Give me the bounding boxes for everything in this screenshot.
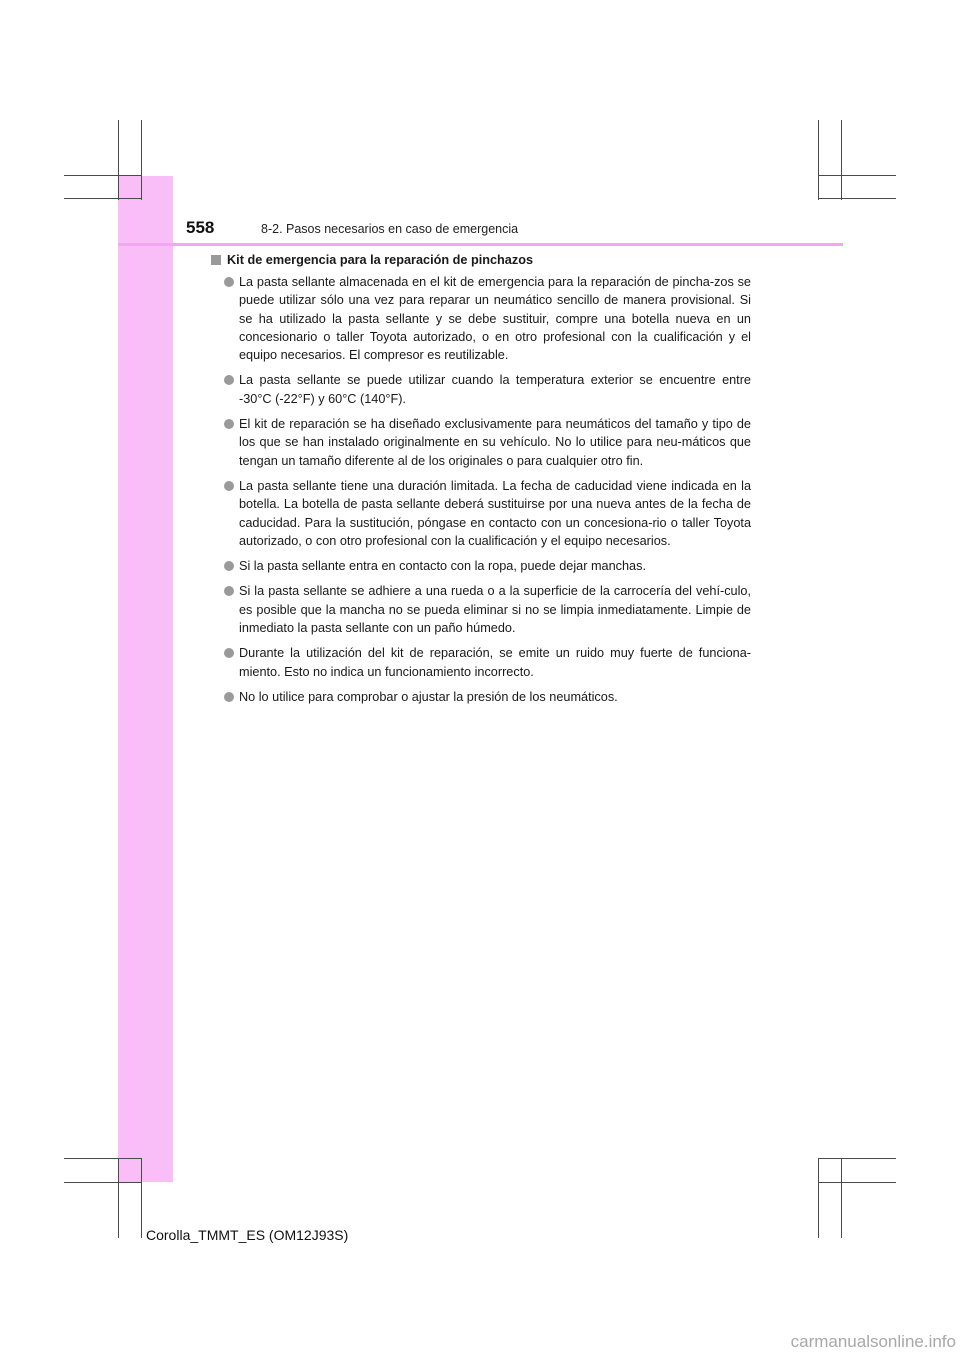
list-item-text: Durante la utilización del kit de reparación, se emite un ruido muy fuerte de funciona-miento. Esto no indica un funcionamiento incorrecto. [239,646,751,679]
round-bullet-icon [224,375,234,385]
page-number: 558 [186,218,215,237]
round-bullet-icon [224,419,234,429]
watermark: carmanualsonline.info [790,1332,956,1351]
list-item-text: Si la pasta sellante entra en contacto con la ropa, puede dejar manchas. [239,559,646,574]
crop-mark [818,1158,896,1159]
list-item [211,557,751,575]
round-bullet-icon [224,561,234,571]
square-bullet-icon [211,255,221,265]
crop-mark [818,175,896,176]
crop-mark [841,1158,842,1238]
subsection-heading [211,253,751,267]
content-area [211,253,751,713]
list-item [211,371,751,408]
manual-footer: Corolla_TMMT_ES (OM12J93S) [146,1227,349,1243]
round-bullet-icon [224,586,234,596]
round-bullet-icon [224,481,234,491]
crop-mark [64,1158,142,1159]
list-item [211,688,751,706]
header-divider [118,243,843,246]
list-item [211,273,751,364]
crop-mark [818,120,819,200]
round-bullet-icon [224,277,234,287]
crop-mark [64,175,142,176]
list-item [211,477,751,550]
crop-mark [141,1158,142,1238]
subsection-heading-text: Kit de emergencia para la reparación de pinchazos [227,253,534,267]
list-item-text: La pasta sellante almacenada en el kit de emergencia para la reparación de pincha-zos se puede utilizar sólo una vez para reparar un neumático sencillo de manera provisional. Si se ha utilizado la pasta sellante y se debe sustituir, compre una botella nueva en un concesionario o taller Toyota autorizado, o en otro profesional con la cualificación y el equipo necesarios. El compresor es reutilizable. [239,275,751,363]
list-item-text: La pasta sellante tiene una duración limitada. La fecha de caducidad viene indicada en la botella. La botella de pasta sellante deberá sustituirse por una nueva antes de la fecha de caducidad. Para la sustitución, póngase en contacto con un concesiona-rio o taller Toyota autorizado, o con otro profesional con la cualificación y el equipo necesarios. [239,478,751,548]
crop-mark [841,120,842,200]
list-item [211,415,751,470]
list-item [211,582,751,637]
crop-mark [818,1182,896,1183]
crop-mark [818,198,896,199]
list-item-text: Si la pasta sellante se adhiere a una rueda o a la superficie de la carrocería del vehí-culo, es posible que la mancha no se pueda eliminar si no se limpia inmediatamente. Limpie de inmediato la pasta sellante con un paño húmedo. [239,584,751,636]
list-item-text: La pasta sellante se puede utilizar cuando la temperatura exterior se encuentre entre -30°C (-22°F) y 60°C (140°F). [239,373,751,406]
list-item [211,644,751,681]
side-tab-band [118,176,173,1182]
crop-mark [64,198,142,199]
list-item-text: No lo utilice para comprobar o ajustar la presión de los neumáticos. [239,689,618,704]
crop-mark [818,1158,819,1238]
crop-mark [118,1158,119,1238]
list-item-text: El kit de reparación se ha diseñado exclusivamente para neumáticos del tamaño y tipo de los que se han instalado originalmente en su vehículo. No lo utilice para neu-máticos que tengan un tamaño diferente al de los originales o para cualquier otro fin. [239,417,751,468]
crop-mark [141,120,142,200]
crop-mark [64,1182,142,1183]
crop-mark [118,120,119,200]
section-title: 8-2. Pasos necesarios en caso de emergencia [261,222,519,236]
round-bullet-icon [224,648,234,658]
round-bullet-icon [224,692,234,702]
